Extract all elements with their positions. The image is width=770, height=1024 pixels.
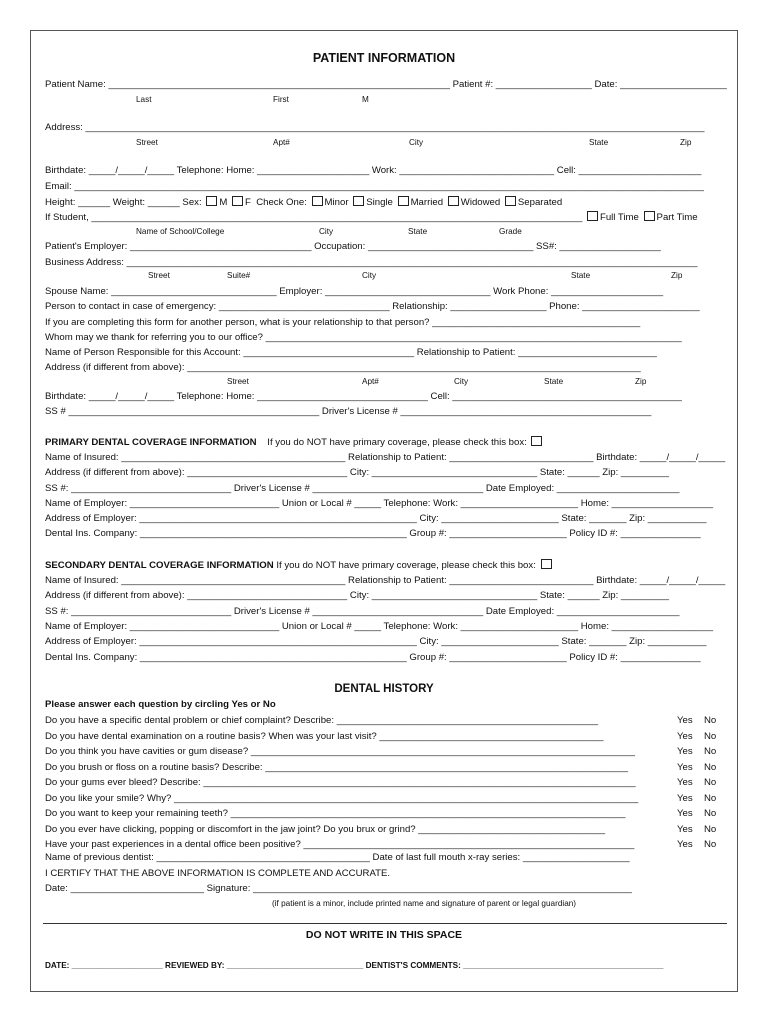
sub-middle: M <box>362 95 369 104</box>
dental-question-text: Do you think you have cavities or gum disease? ________________________________________________________________________ <box>45 746 636 757</box>
answer-no[interactable]: No <box>704 746 717 757</box>
sub-resp-zip: Zip <box>635 377 647 386</box>
secondary-employer-address-line[interactable]: Address of Employer: ____________________________________________________ City: ______________________ State: _______ Zip: ___________ <box>45 636 707 647</box>
primary-insured-line[interactable]: Name of Insured: __________________________________________ Relationship to Patient: ___________________________ Birthdate: _____/_____/_____ <box>45 452 726 463</box>
part-time-checkbox[interactable] <box>644 211 655 221</box>
dental-question-text: Have your past experiences in a dental office been positive? ______________________________________________________________ <box>45 839 635 850</box>
secondary-check-text: If you do NOT have primary coverage, please check this box: <box>276 560 536 571</box>
answer-no[interactable]: No <box>704 823 717 835</box>
sub-first: First <box>273 95 289 104</box>
answer-yes[interactable]: Yes <box>677 746 693 757</box>
dental-question-text: Do you have a specific dental problem or chief complaint? Describe: _________________________________________________ <box>45 715 599 726</box>
answer-yes[interactable]: Yes <box>677 823 693 835</box>
primary-check-text: If you do NOT have primary coverage, please check this box: <box>267 437 527 448</box>
widowed-checkbox[interactable] <box>448 196 459 206</box>
answer-yes[interactable]: Yes <box>677 777 693 788</box>
answer-no[interactable]: No <box>704 792 717 804</box>
dental-question-text: Do you ever have clicking, popping or discomfort in the jaw joint? Do you brux or grind? ___________________________________ <box>45 823 606 835</box>
relationship-line[interactable]: If you are completing this form for another person, what is your relationship to that person? _______________________________________ <box>45 317 641 328</box>
primary-ins-company-line[interactable]: Dental Ins. Company: __________________________________________________ Group #: ______________________ Policy ID #: _______________ <box>45 528 701 539</box>
answer-no[interactable]: No <box>704 839 717 850</box>
secondary-none-checkbox[interactable] <box>541 559 552 569</box>
answer-no[interactable]: No <box>704 777 717 788</box>
answer-yes[interactable]: Yes <box>677 792 693 804</box>
dental-question-text: Do you have dental examination on a routine basis? When was your last visit? __________________________________________ <box>45 730 604 742</box>
sub-street: Street <box>136 138 158 147</box>
referral-line[interactable]: Whom may we thank for referring you to our office? ______________________________________________________________________________ <box>45 332 682 343</box>
dental-question-row[interactable] <box>45 762 671 774</box>
previous-dentist-line[interactable]: Name of previous dentist: ________________________________________ Date of last full mouth x-ray series: ____________________ <box>45 852 630 863</box>
answer-no[interactable]: No <box>704 730 717 742</box>
student-line <box>45 211 698 224</box>
dental-question-row[interactable] <box>45 777 671 789</box>
separated-checkbox[interactable] <box>505 196 516 206</box>
email-line[interactable]: Email: ______________________________________________________________________________________________________________________ <box>45 181 704 192</box>
student-label[interactable]: If Student, ____________________________________________________________________________________________ <box>45 212 583 223</box>
height-weight-sex-label: Height: ______ Weight: ______ Sex: <box>45 197 202 208</box>
responsible-address-line[interactable]: Address (if different from above): _____________________________________________________________________________________ <box>45 362 641 373</box>
form-title: PATIENT INFORMATION <box>312 51 456 65</box>
business-address-line[interactable]: Business Address: ___________________________________________________________________________________________________________ <box>45 257 698 268</box>
married-label: Married <box>410 197 444 208</box>
sub-resp-city: City <box>454 377 469 386</box>
dental-question-row[interactable] <box>45 746 671 758</box>
date-signature-line[interactable]: Date: _________________________ Signature: _______________________________________________________________________ <box>45 883 632 894</box>
sub-business-suite: Suite# <box>227 271 251 280</box>
sex-m-checkbox[interactable] <box>206 196 217 206</box>
dental-question-row[interactable] <box>45 808 671 820</box>
dental-question-text: Do you want to keep your remaining teeth? __________________________________________________________________________ <box>45 808 626 819</box>
secondary-ss-line[interactable]: SS #: ______________________________ Driver's License # ________________________________ Date Employed: _______________________ <box>45 606 680 617</box>
dental-question-row[interactable] <box>45 839 671 851</box>
resp-ss-line[interactable]: SS # _______________________________________________ Driver's License # _______________________________________________ <box>45 406 652 417</box>
sub-business-street: Street <box>148 271 170 280</box>
sub-resp-state: State <box>544 377 564 386</box>
sub-school-grade: Grade <box>499 227 522 236</box>
dental-history-instruction: Please answer each question by circling Yes or No <box>45 699 276 710</box>
single-label: Single <box>366 197 393 208</box>
check-one-label: Check One: <box>256 197 307 208</box>
dental-question-row[interactable] <box>45 731 671 743</box>
sub-resp-street: Street <box>227 377 249 386</box>
patient-name-line[interactable]: Patient Name: ________________________________________________________________ Patient #: __________________ Date: ____________________ <box>45 79 727 90</box>
answer-yes[interactable]: Yes <box>677 761 693 773</box>
sub-last: Last <box>136 95 152 104</box>
office-review-line[interactable]: DATE: ____________________ REVIEWED BY: ______________________________ DENTIST'S COMMENTS: ____________________________________________ <box>45 961 664 970</box>
sub-business-city: City <box>362 271 377 280</box>
sub-resp-apt: Apt# <box>362 377 379 386</box>
guardian-note: (if patient is a minor, include printed name and signature of parent or legal guardian) <box>272 899 577 908</box>
spouse-line[interactable]: Spouse Name: _______________________________ Employer: _______________________________ Work Phone: _____________________ <box>45 286 664 297</box>
sub-school-state: State <box>408 227 428 236</box>
primary-address-line[interactable]: Address (if different from above): ______________________________ City: _______________________________ State: ______ Zip: _________ <box>45 467 669 478</box>
height-weight-sex-line <box>45 196 562 209</box>
part-time-label: Part Time <box>656 212 698 223</box>
secondary-coverage-header <box>45 559 554 572</box>
office-divider <box>43 923 727 924</box>
dental-question-row[interactable] <box>45 793 671 805</box>
answer-no[interactable]: No <box>704 715 717 726</box>
secondary-insured-line[interactable]: Name of Insured: __________________________________________ Relationship to Patient: ___________________________ Birthdate: _____/_____/_____ <box>45 575 726 586</box>
sub-state: State <box>589 138 609 147</box>
sub-apt: Apt# <box>273 138 290 147</box>
secondary-employer-line[interactable]: Name of Employer: ____________________________ Union or Local # _____ Telephone: Work: ______________________ Home: ___________________ <box>45 621 714 632</box>
answer-yes[interactable]: Yes <box>677 730 693 742</box>
primary-employer-line[interactable]: Name of Employer: ____________________________ Union or Local # _____ Telephone: Work: ______________________ Home: ___________________ <box>45 498 714 509</box>
answer-no[interactable]: No <box>704 808 717 819</box>
sub-zip: Zip <box>680 138 692 147</box>
office-title: DO NOT WRITE IN THIS SPACE <box>305 929 463 941</box>
patient-form <box>30 30 738 992</box>
widowed-label: Widowed <box>460 197 501 208</box>
answer-yes[interactable]: Yes <box>677 839 693 850</box>
sub-school-city: City <box>319 227 334 236</box>
sex-f-checkbox[interactable] <box>232 196 243 206</box>
dental-question-text: Do your gums ever bleed? Describe: _________________________________________________________________________________ <box>45 777 636 788</box>
sub-city: City <box>409 138 424 147</box>
sub-school: Name of School/College <box>136 227 225 236</box>
primary-heading: PRIMARY DENTAL COVERAGE INFORMATION <box>45 437 257 448</box>
dental-question-text: Do you like your smile? Why? _______________________________________________________________________________________ <box>45 792 639 804</box>
full-time-checkbox[interactable] <box>587 211 598 221</box>
minor-label: Minor <box>324 197 349 208</box>
separated-label: Separated <box>517 197 563 208</box>
birthdate-phone-line[interactable]: Birthdate: _____/_____/_____ Telephone: Home: _____________________ Work: _____________________________ Cell: _______________________ <box>45 165 702 176</box>
primary-employer-address-line[interactable]: Address of Employer: ____________________________________________________ City: ______________________ State: _______ Zip: ___________ <box>45 513 707 524</box>
sub-business-state: State <box>571 271 591 280</box>
primary-none-checkbox[interactable] <box>531 436 542 446</box>
sex-m-label: M <box>219 197 228 208</box>
dental-history-title: DENTAL HISTORY <box>334 683 434 695</box>
resp-birthdate-line[interactable]: Birthdate: _____/_____/_____ Telephone: Home: ________________________________ Cell: ___________________________________________ <box>45 391 682 402</box>
dental-question-text: Do you brush or floss on a routine basis? Describe: ____________________________________________________________________ <box>45 761 629 773</box>
full-time-label: Full Time <box>599 212 639 223</box>
primary-ss-line[interactable]: SS #: ______________________________ Driver's License # ________________________________ Date Employed: _______________________ <box>45 483 680 494</box>
primary-coverage-header <box>45 436 544 449</box>
sex-f-label: F <box>244 197 251 208</box>
responsible-person-line[interactable]: Name of Person Responsible for this Account: ________________________________ Relationship to Patient: __________________________ <box>45 347 657 358</box>
single-checkbox[interactable] <box>353 196 364 206</box>
employer-line[interactable]: Patient's Employer: __________________________________ Occupation: _______________________________ SS#: ___________________ <box>45 241 661 252</box>
certify-statement: I CERTIFY THAT THE ABOVE INFORMATION IS COMPLETE AND ACCURATE. <box>45 868 391 879</box>
secondary-heading: SECONDARY DENTAL COVERAGE INFORMATION <box>45 560 274 571</box>
married-checkbox[interactable] <box>398 196 409 206</box>
emergency-contact-line[interactable]: Person to contact in case of emergency: ________________________________ Relationship: __________________ Phone: ______________________ <box>45 301 700 312</box>
sub-business-zip: Zip <box>671 271 683 280</box>
answer-yes[interactable]: Yes <box>677 808 693 819</box>
answer-yes[interactable]: Yes <box>677 715 693 726</box>
secondary-ins-company-line[interactable]: Dental Ins. Company: __________________________________________________ Group #: ______________________ Policy ID #: _______________ <box>45 652 701 663</box>
secondary-address-line[interactable]: Address (if different from above): ______________________________ City: _______________________________ State: ______ Zip: _________ <box>45 590 669 601</box>
address-line[interactable]: Address: ____________________________________________________________________________________________________________________ <box>45 122 705 133</box>
answer-no[interactable]: No <box>704 761 717 773</box>
dental-question-row[interactable] <box>45 824 671 836</box>
dental-question-row[interactable] <box>45 715 671 727</box>
minor-checkbox[interactable] <box>312 196 323 206</box>
